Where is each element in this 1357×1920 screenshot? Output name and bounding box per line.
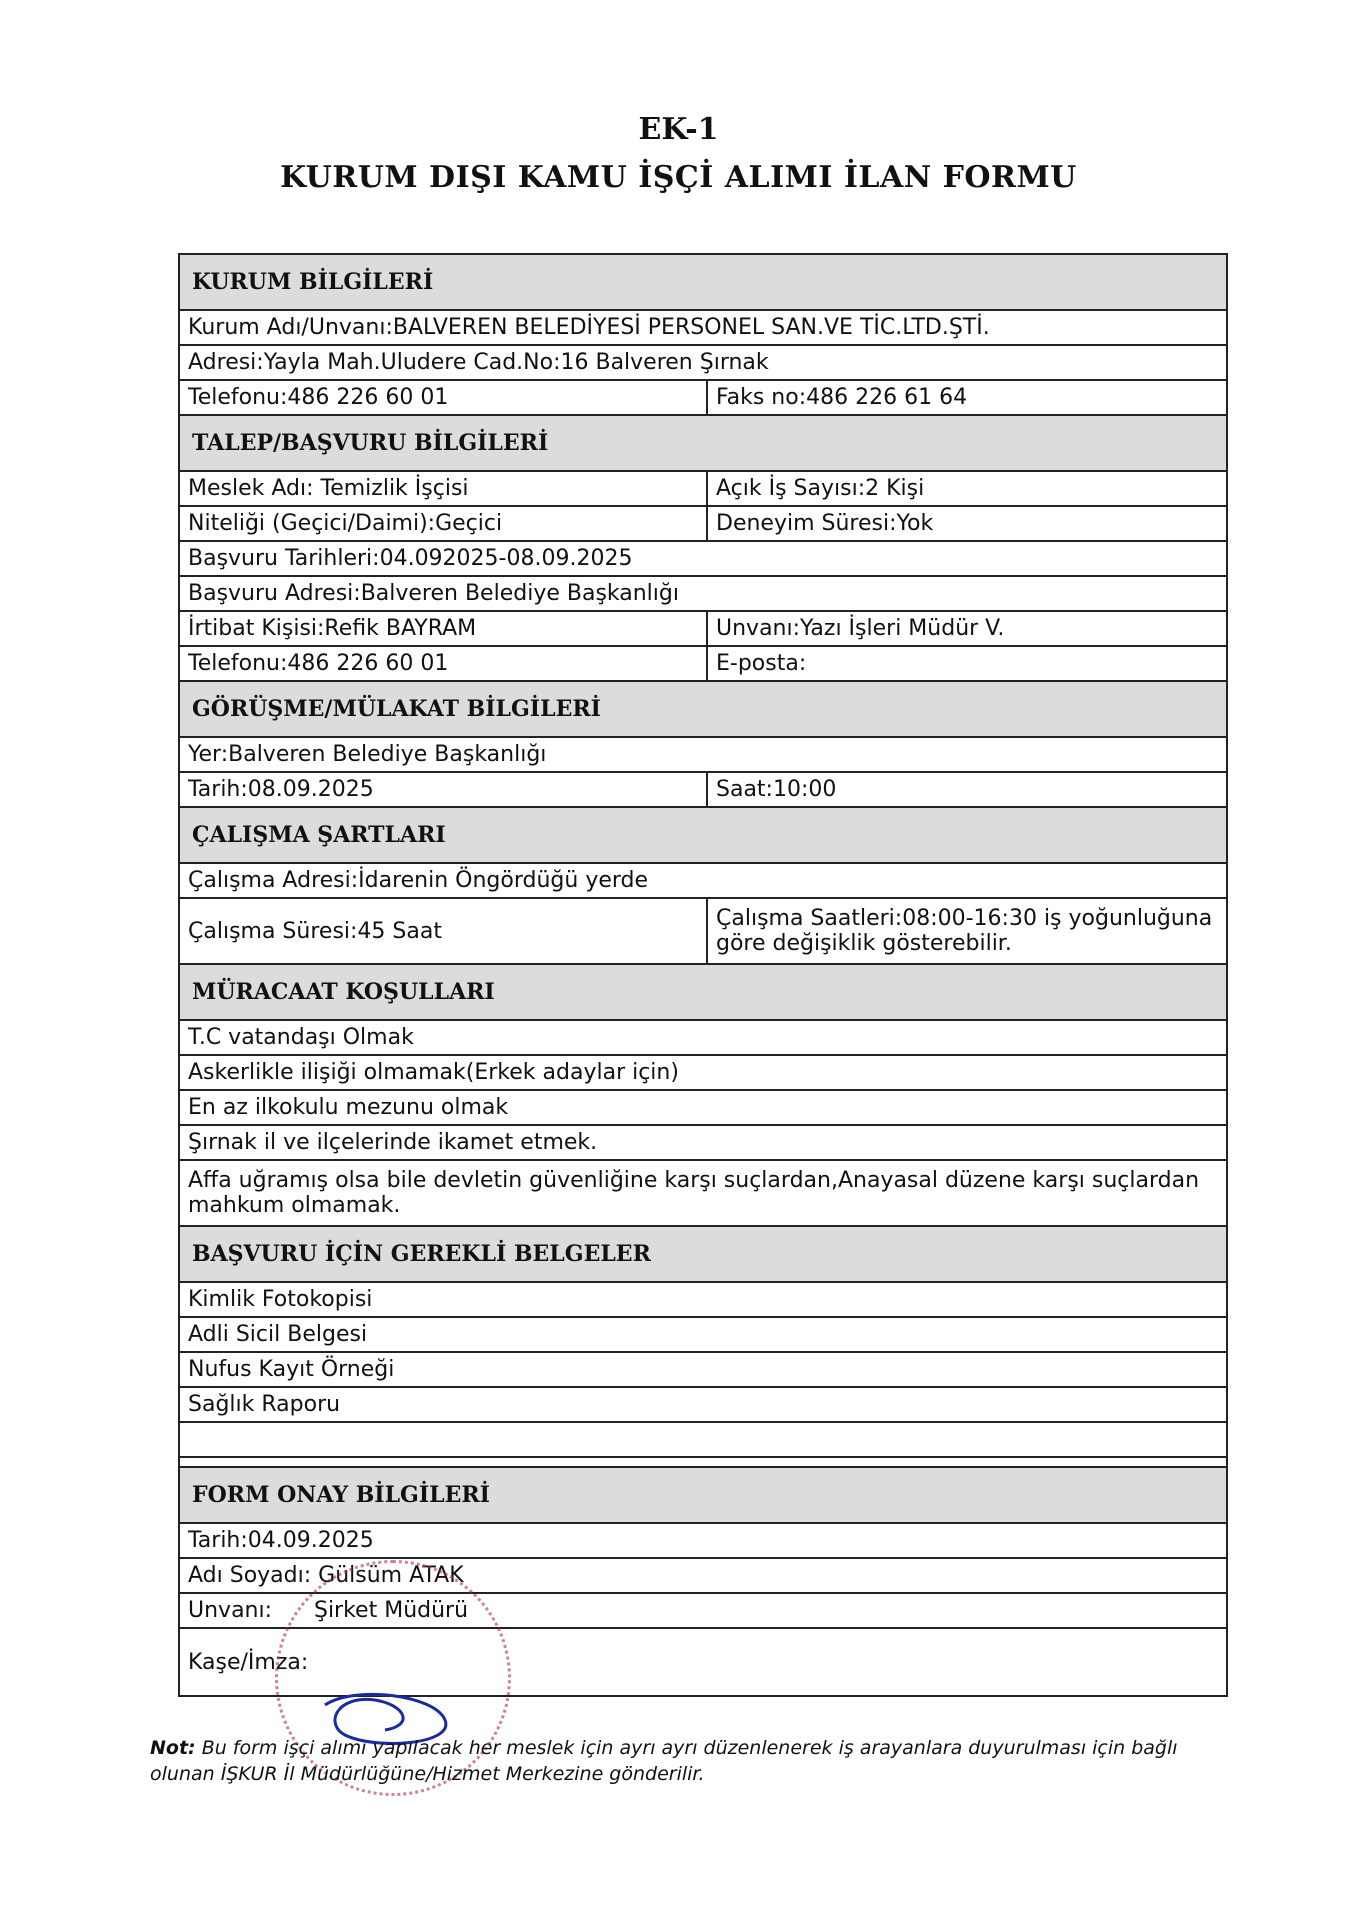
section-belgeler-header: BAŞVURU İÇİN GEREKLİ BELGELER: [180, 1227, 1226, 1283]
note-text: Bu form işçi alımı yapılacak her meslek için ayrı ayrı düzenlenerek iş arayanlara duyurulması için bağlı olunan İŞKUR İl Müdürlüğüne/Hizmet Merkezine gönderilir.: [150, 1737, 1178, 1785]
condition-item: Affa uğramış olsa bile devletin güvenliğine karşı suçlardan,Anayasal düzene karşı suçlardan mahkum olmamak.: [188, 1168, 1200, 1218]
section-calisma-header: ÇALIŞMA ŞARTLARI: [180, 808, 1226, 864]
document-item: Sağlık Raporu: [188, 1392, 341, 1417]
gorusme-tarih-field: Tarih:08.09.2025: [180, 773, 708, 806]
onay-unvan-field: Unvanı: Şirket Müdürü: [188, 1598, 469, 1623]
basvuru-tarihleri-field: Başvuru Tarihleri:04.092025-08.09.2025: [188, 546, 633, 571]
kurum-phone-field: Telefonu:486 226 60 01: [180, 381, 708, 414]
condition-item: Şırnak il ve ilçelerinde ikamet etmek.: [188, 1130, 598, 1155]
kurum-address-field: Adresi:Yayla Mah.Uludere Cad.No:16 Balveren Şırnak: [188, 350, 769, 375]
irtibat-unvan-field: Unvanı:Yazı İşleri Müdür V.: [716, 616, 1005, 641]
empty-row: [180, 1423, 1226, 1456]
annex-label: EK-1: [638, 112, 719, 147]
document-item: Kimlik Fotokopisi: [188, 1287, 373, 1312]
gorusme-yer-field: Yer:Balveren Belediye Başkanlığı: [188, 742, 547, 767]
spacer: [180, 1458, 1226, 1468]
irtibat-phone-field: Telefonu:486 226 60 01: [180, 647, 708, 680]
condition-item: T.C vatandaşı Olmak: [188, 1025, 414, 1050]
onay-name-field: Adı Soyadı: Gülsüm ATAK: [188, 1563, 464, 1588]
document-item: Adli Sicil Belgesi: [188, 1322, 368, 1347]
meslek-field: Meslek Adı: Temizlik İşçisi: [180, 472, 708, 505]
section-muracaat-header: MÜRACAAT KOŞULLARI: [180, 965, 1226, 1021]
kurum-name-field: Kurum Adı/Unvanı:BALVEREN BELEDİYESİ PERSONEL SAN.VE TİC.LTD.ŞTİ.: [188, 315, 990, 340]
note-label: Not:: [150, 1737, 196, 1759]
onay-tarih-field: Tarih:04.09.2025: [188, 1528, 374, 1553]
footnote: [150, 1735, 1210, 1787]
condition-item: En az ilkokulu mezunu olmak: [188, 1095, 509, 1120]
nitelik-field: Niteliği (Geçici/Daimi):Geçici: [180, 507, 708, 540]
calisma-adres-field: Çalışma Adresi:İdarenin Öngördüğü yerde: [188, 868, 649, 893]
document-item: Nufus Kayıt Örneği: [188, 1357, 395, 1382]
basvuru-adresi-field: Başvuru Adresi:Balveren Belediye Başkanlığı: [188, 581, 679, 606]
irtibat-field: İrtibat Kişisi:Refik BAYRAM: [180, 612, 708, 645]
section-talep-header: TALEP/BAŞVURU BİLGİLERİ: [180, 416, 1226, 472]
page-title: KURUM DIŞI KAMU İŞÇİ ALIMI İLAN FORMU: [280, 160, 1077, 195]
deneyim-field: Deneyim Süresi:Yok: [716, 511, 934, 536]
section-kurum-header: KURUM BİLGİLERİ: [180, 255, 1226, 311]
kase-imza-field: Kaşe/İmza:: [188, 1649, 309, 1675]
acik-is-field: Açık İş Sayısı:2 Kişi: [716, 476, 925, 501]
job-posting-form: [178, 253, 1228, 1697]
section-onay-header: FORM ONAY BİLGİLERİ: [180, 1468, 1226, 1524]
condition-item: Askerlikle ilişiği olmamak(Erkek adaylar için): [188, 1060, 679, 1085]
section-gorusme-header: GÖRÜŞME/MÜLAKAT BİLGİLERİ: [180, 682, 1226, 738]
gorusme-saat-field: Saat:10:00: [716, 777, 837, 802]
calisma-sure-field: Çalışma Süresi:45 Saat: [180, 899, 708, 963]
calisma-saatleri-field: Çalışma Saatleri:08:00-16:30 iş yoğunluğuna göre değişiklik gösterebilir.: [716, 906, 1213, 956]
eposta-field: E-posta:: [716, 651, 807, 676]
kurum-fax-field: Faks no:486 226 61 64: [716, 385, 968, 410]
